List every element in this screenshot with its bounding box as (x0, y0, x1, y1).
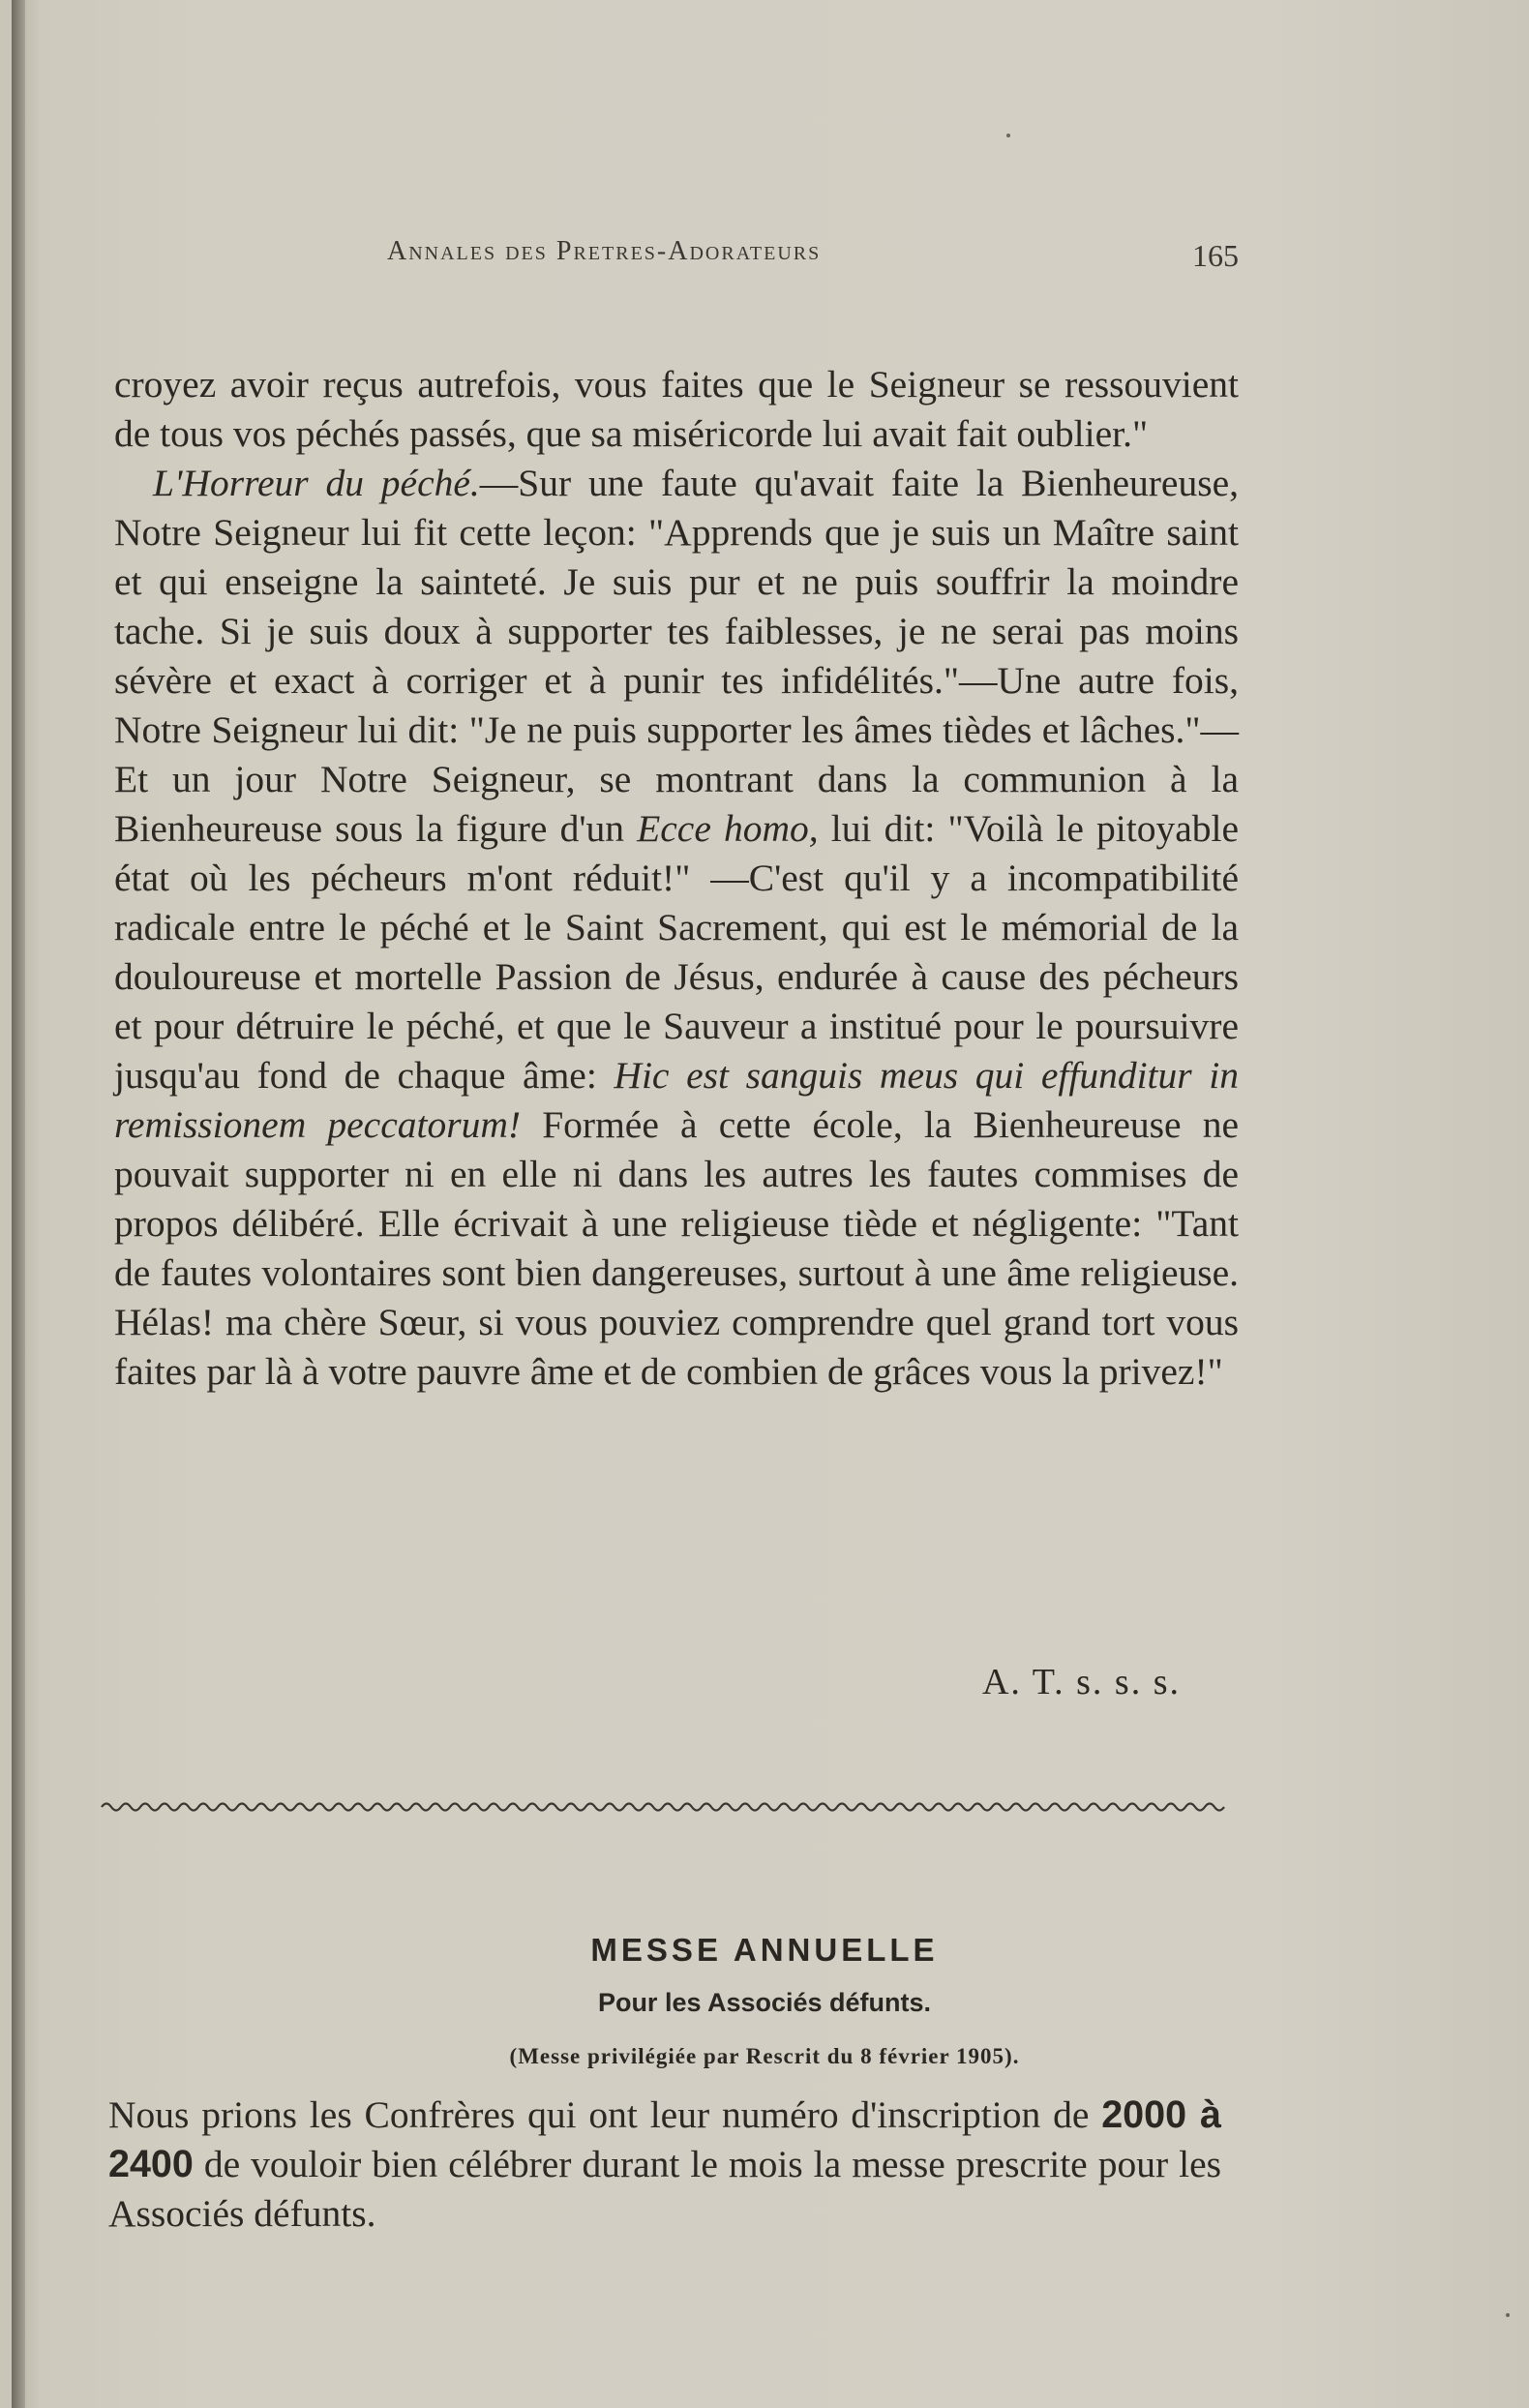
paragraph-continuation (114, 360, 1239, 459)
announcement-body (108, 2091, 1221, 2239)
decorative-divider (97, 1794, 1234, 1820)
paragraph-text: —Sur une faute qu'avait faite la Bienheureuse, Notre Seigneur lui fit cette leçon: "Apprends que je suis un Maître saint et qui enseigne la sainteté. Je suis pur et ne puis souffrir la moindre tache. Si je suis doux à supporter tes faiblesses, je ne serai pas moins sévère et exact à corriger et à punir tes infidélités."—Une autre fois, Notre Seigneur lui dit: "Je ne puis supporter les âmes tièdes et lâches."—Et un jour Notre Seigneur, se montrant dans la communion à la Bienheureuse sous la figure d'un (114, 462, 1239, 850)
announcement-text: de vouloir bien célébrer durant le mois la messe prescrite pour les Associés défunts. (108, 2143, 1221, 2235)
announcement-note: (Messe privilégiée par Rescrit du 8 février 1905). (509, 2044, 1020, 2068)
paper-speck (1006, 134, 1010, 137)
latin-quote-italic: Hic est sanguis meus qui effunditur in remissionem peccatorum! (114, 1054, 1239, 1146)
announcement-title: MESSE ANNUELLE (590, 1932, 939, 1968)
announcement-subtitle: Pour les Associés défunts. (597, 1988, 932, 2017)
running-title: Annales des Pretres-Adorateurs (387, 236, 822, 266)
ecce-homo-italic: Ecce homo, (637, 807, 819, 850)
paragraph-horreur-du-peche (114, 459, 1239, 1397)
article-body (114, 360, 1239, 1397)
section-lead-title: L'Horreur du péché. (153, 462, 480, 504)
page-number: 165 (1192, 238, 1239, 273)
running-header (387, 236, 1239, 275)
paragraph-text: Formée à cette école, la Bienheureuse ne pouvait supporter ni en elle ni dans les autres les fautes commises de propos délibéré. Elle écrivait à une religieuse tiède et négligente: "Tant de fautes volontaires sont bien dangereuses, surtout à une âme religieuse. Hélas! ma chère Sœur, si vous pouviez comprendre quel grand tort vous faites par là à votre pauvre âme et de combien de grâces vous la privez!" (114, 1103, 1239, 1393)
paragraph-text: lui dit: "Voilà le pitoyable état où les pécheurs m'ont réduit!" —C'est qu'il y a incompatibilité radicale entre le péché et le Saint Sacrement, qui est le mémorial de la douloureuse et mortelle Passion de Jésus, endurée à cause des pécheurs et pour détruire le péché, et que le Sauveur a institué pour le poursuivre jusqu'au fond de chaque âme: (114, 807, 1240, 1097)
announcement-text: Nous prions les Confrères qui ont leur numéro d'inscription de (108, 2093, 1102, 2136)
paper-speck (1506, 2313, 1510, 2317)
author-signature: A. T. s. s. s. (981, 1662, 1181, 1702)
paragraph-text: croyez avoir reçus autrefois, vous faites que le Seigneur se ressouvient de tous vos péchés passés, que sa miséricorde lui avait fait oublier." (114, 363, 1239, 455)
inscription-number-range: 2000 à 2400 (108, 2093, 1221, 2185)
